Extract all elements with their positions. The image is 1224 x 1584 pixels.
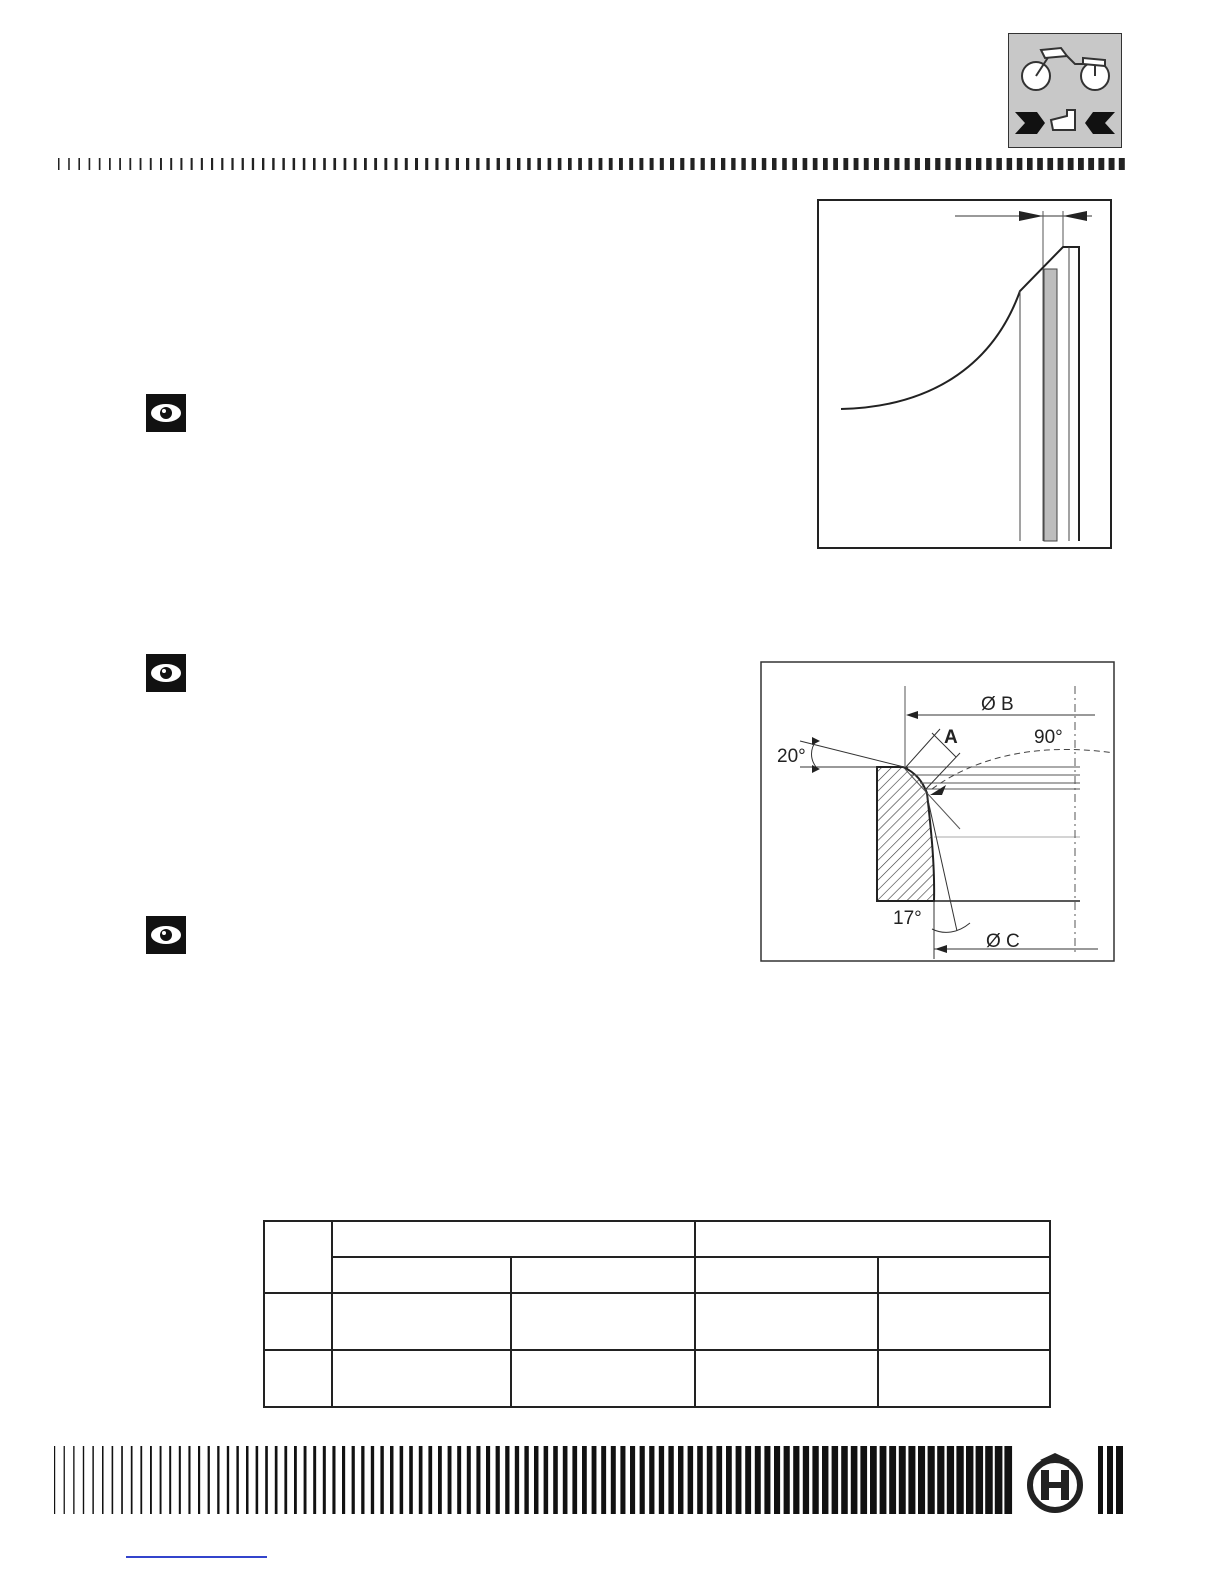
- footer-bar: [486, 1446, 490, 1514]
- rule-tick: [935, 158, 940, 170]
- rule-tick: [140, 158, 142, 170]
- rule-tick: [731, 158, 735, 170]
- footer-bar: [275, 1446, 278, 1514]
- footer-bar: [956, 1446, 963, 1514]
- rule-tick: [854, 158, 859, 170]
- rule-tick: [1109, 158, 1115, 170]
- footer-bar: [294, 1446, 297, 1514]
- rule-tick: [629, 158, 633, 170]
- rule-tick: [1007, 158, 1013, 170]
- rule-tick: [925, 158, 930, 170]
- table-corner-cell: [264, 1221, 332, 1293]
- footer-bar: [649, 1446, 654, 1514]
- top-dashed-rule: [56, 157, 1126, 171]
- rule-tick: [191, 158, 193, 170]
- rule-tick: [956, 158, 961, 170]
- footer-bar: [860, 1446, 867, 1514]
- rule-tick: [578, 158, 582, 170]
- footer-bar: [995, 1446, 1003, 1514]
- rule-tick: [231, 158, 233, 170]
- footer-bar: [803, 1446, 809, 1514]
- rule-tick: [1037, 158, 1043, 170]
- inspect-eye-icon: [146, 394, 186, 432]
- footer-bar: [726, 1446, 732, 1514]
- footer-bar: [515, 1446, 519, 1514]
- rule-tick: [1027, 158, 1033, 170]
- rule-tick: [517, 158, 520, 170]
- rule-tick: [333, 158, 336, 170]
- footer-bar: [784, 1446, 790, 1514]
- footer-bar: [380, 1446, 383, 1514]
- footer-bar: [812, 1446, 818, 1514]
- rule-tick: [384, 158, 387, 170]
- rule-tick: [466, 158, 469, 170]
- inspect-eye-icon: [146, 654, 186, 692]
- rule-tick: [282, 158, 284, 170]
- footer-bar: [918, 1446, 925, 1514]
- footer-bar: [131, 1446, 133, 1514]
- footer-bar: [467, 1446, 471, 1514]
- footer-bar: [419, 1446, 423, 1514]
- footer-bar: [323, 1446, 326, 1514]
- rule-tick: [68, 158, 70, 170]
- footer-bar: [409, 1446, 413, 1514]
- rule-tick: [701, 158, 705, 170]
- footer-bar: [716, 1446, 722, 1514]
- table-cell: [695, 1293, 878, 1350]
- footer-bar: [400, 1446, 404, 1514]
- footer-bar: [352, 1446, 355, 1514]
- angle-17-label: 17°: [893, 908, 922, 929]
- footer-bar: [736, 1446, 742, 1514]
- rule-tick: [752, 158, 756, 170]
- rule-tick: [1017, 158, 1023, 170]
- footer-bar: [505, 1446, 509, 1514]
- rule-tick: [150, 158, 152, 170]
- table-row: [264, 1293, 1050, 1350]
- footer-bar: [640, 1446, 645, 1514]
- angle-90-label: 90°: [1034, 727, 1063, 748]
- footer-bar: [832, 1446, 838, 1514]
- rule-tick: [89, 158, 91, 170]
- rule-tick: [905, 158, 910, 170]
- footer-bar: [1004, 1446, 1012, 1514]
- diameter-b-label: Ø B: [981, 694, 1014, 715]
- rule-tick: [619, 158, 623, 170]
- rule-tick: [568, 158, 572, 170]
- footer-bar: [102, 1446, 104, 1514]
- footer-bar: [592, 1446, 597, 1514]
- rule-tick: [548, 158, 552, 170]
- table-sub-header: [695, 1257, 878, 1293]
- rule-tick: [843, 158, 848, 170]
- table-cell: [511, 1293, 695, 1350]
- rule-tick: [639, 158, 643, 170]
- footer-bar-rule: [54, 1446, 1130, 1516]
- footer-bar: [928, 1446, 935, 1514]
- footer-bar: [774, 1446, 780, 1514]
- footer-bar: [582, 1446, 587, 1514]
- rule-tick: [803, 158, 808, 170]
- footer-bar: [755, 1446, 761, 1514]
- footer-bar: [313, 1446, 316, 1514]
- footer-bar: [390, 1446, 393, 1514]
- footer-bar: [371, 1446, 374, 1514]
- footer-bar: [841, 1446, 848, 1514]
- rule-tick: [507, 158, 510, 170]
- footer-bar: [342, 1446, 345, 1514]
- footer-bar: [985, 1446, 993, 1514]
- rule-tick: [680, 158, 684, 170]
- table-row-label: [264, 1293, 332, 1350]
- footer-bar: [947, 1446, 954, 1514]
- footer-bar: [764, 1446, 770, 1514]
- table-row-label: [264, 1350, 332, 1407]
- footer-bar: [92, 1446, 93, 1514]
- footer-bar: [448, 1446, 452, 1514]
- rule-tick: [1047, 158, 1053, 170]
- footer-bar: [707, 1446, 713, 1514]
- footer-bar: [966, 1446, 973, 1514]
- footer-bar: [688, 1446, 694, 1514]
- rule-tick: [721, 158, 725, 170]
- footer-bar: [64, 1446, 65, 1514]
- footer-bar: [553, 1446, 558, 1514]
- rule-tick: [833, 158, 838, 170]
- footer-bar: [217, 1446, 219, 1514]
- rule-tick: [1058, 158, 1064, 170]
- rule-tick: [711, 158, 715, 170]
- footer-bar: [851, 1446, 858, 1514]
- rule-tick: [221, 158, 223, 170]
- footer-bar: [908, 1446, 915, 1514]
- rule-tick: [884, 158, 889, 170]
- footer-bar: [534, 1446, 538, 1514]
- rule-tick: [415, 158, 418, 170]
- rule-tick: [894, 158, 899, 170]
- footer-bar: [169, 1446, 171, 1514]
- rule-tick: [78, 158, 80, 170]
- rule-tick: [966, 158, 971, 170]
- table-cell: [332, 1293, 511, 1350]
- rule-tick: [1119, 158, 1125, 170]
- rule-tick: [813, 158, 818, 170]
- seat-width-a-label: A: [944, 727, 958, 748]
- rule-tick: [344, 158, 347, 170]
- footer-bar: [889, 1446, 896, 1514]
- rule-tick: [293, 158, 295, 170]
- table-sub-header: [878, 1257, 1050, 1293]
- rule-tick: [486, 158, 489, 170]
- rule-tick: [170, 158, 172, 170]
- footer-bar: [899, 1446, 906, 1514]
- footer-bar: [496, 1446, 500, 1514]
- rule-tick: [945, 158, 950, 170]
- footer-bar: [668, 1446, 673, 1514]
- valve-seat-spec-table: [263, 1220, 1051, 1408]
- rule-tick: [1098, 158, 1104, 170]
- rule-tick: [160, 158, 162, 170]
- footer-link-underline[interactable]: [126, 1556, 267, 1558]
- rule-tick: [180, 158, 182, 170]
- footer-bar: [198, 1446, 200, 1514]
- valve-seat-angles-diagram: [760, 661, 1116, 963]
- diameter-c-label: Ø C: [986, 931, 1020, 952]
- footer-bar: [563, 1446, 568, 1514]
- footer-bar: [678, 1446, 683, 1514]
- footer-bar: [822, 1446, 828, 1514]
- rule-tick: [670, 158, 674, 170]
- rule-tick: [446, 158, 449, 170]
- rule-tick: [986, 158, 991, 170]
- footer-bar: [544, 1446, 549, 1514]
- inspect-eye-icon: [146, 916, 186, 954]
- rule-tick: [129, 158, 131, 170]
- footer-bar: [438, 1446, 442, 1514]
- angle-20-label: 20°: [777, 746, 806, 767]
- rule-tick: [405, 158, 408, 170]
- husqvarna-logo: [1030, 1453, 1080, 1510]
- rule-tick: [252, 158, 254, 170]
- footer-bar: [659, 1446, 664, 1514]
- rule-tick: [323, 158, 326, 170]
- valve-seat-width-diagram: [817, 199, 1113, 550]
- rule-tick: [996, 158, 1001, 170]
- rule-tick: [864, 158, 869, 170]
- footer-bar: [611, 1446, 616, 1514]
- table-cell: [511, 1350, 695, 1407]
- rule-tick: [58, 158, 60, 170]
- footer-bar: [937, 1446, 944, 1514]
- rule-tick: [109, 158, 111, 170]
- footer-bar: [332, 1446, 335, 1514]
- footer-bar: [112, 1446, 114, 1514]
- footer-bar: [304, 1446, 307, 1514]
- footer-bar: [457, 1446, 461, 1514]
- rule-tick: [762, 158, 766, 170]
- rule-tick: [792, 158, 797, 170]
- footer-bar: [140, 1446, 142, 1514]
- rule-tick: [537, 158, 541, 170]
- rule-tick: [772, 158, 777, 170]
- rule-tick: [599, 158, 603, 170]
- rule-tick: [976, 158, 981, 170]
- rule-tick: [650, 158, 654, 170]
- rule-tick: [119, 158, 121, 170]
- footer-bar: [880, 1446, 887, 1514]
- rule-tick: [1068, 158, 1074, 170]
- rule-tick: [476, 158, 479, 170]
- footer-bar: [121, 1446, 123, 1514]
- footer-bar: [428, 1446, 432, 1514]
- table-cell: [695, 1350, 878, 1407]
- rule-tick: [741, 158, 745, 170]
- footer-bar: [208, 1446, 210, 1514]
- footer-bar: [83, 1446, 84, 1514]
- footer-bar: [188, 1446, 190, 1514]
- rule-tick: [99, 158, 101, 170]
- footer-bar: [524, 1446, 528, 1514]
- table-group-header: [332, 1221, 695, 1257]
- footer-bar: [630, 1446, 635, 1514]
- footer-bar: [793, 1446, 799, 1514]
- footer-bar: [697, 1446, 703, 1514]
- rule-tick: [425, 158, 428, 170]
- table-sub-header: [511, 1257, 695, 1293]
- footer-bar: [256, 1446, 259, 1514]
- rule-tick: [660, 158, 664, 170]
- rule-tick: [272, 158, 274, 170]
- footer-bar: [976, 1446, 983, 1514]
- rule-tick: [874, 158, 879, 170]
- table-group-header: [695, 1221, 1050, 1257]
- footer-bar: [572, 1446, 577, 1514]
- rule-tick: [364, 158, 367, 170]
- rule-tick: [1078, 158, 1084, 170]
- rule-tick: [435, 158, 438, 170]
- rule-tick: [262, 158, 264, 170]
- rule-tick: [782, 158, 787, 170]
- footer-bar: [620, 1446, 625, 1514]
- footer-bar: [150, 1446, 152, 1514]
- footer-bar: [284, 1446, 287, 1514]
- rule-tick: [374, 158, 377, 170]
- rule-tick: [1088, 158, 1094, 170]
- rule-tick: [690, 158, 694, 170]
- rule-tick: [354, 158, 357, 170]
- rule-tick: [242, 158, 244, 170]
- footer-bar: [179, 1446, 181, 1514]
- footer-bar: [236, 1446, 238, 1514]
- footer-bar: [870, 1446, 877, 1514]
- table-cell: [878, 1293, 1050, 1350]
- rule-tick: [497, 158, 500, 170]
- footer-bar: [745, 1446, 751, 1514]
- footer-bar: [601, 1446, 606, 1514]
- table-row: [264, 1350, 1050, 1407]
- rule-tick: [211, 158, 213, 170]
- rule-tick: [823, 158, 828, 170]
- rule-tick: [527, 158, 530, 170]
- rule-tick: [558, 158, 562, 170]
- rule-tick: [915, 158, 920, 170]
- footer-bar: [54, 1446, 55, 1514]
- table-cell: [332, 1350, 511, 1407]
- footer-bar: [361, 1446, 364, 1514]
- table-sub-header: [332, 1257, 511, 1293]
- rule-tick: [588, 158, 592, 170]
- footer-bar: [476, 1446, 480, 1514]
- rule-tick: [201, 158, 203, 170]
- rule-tick: [395, 158, 398, 170]
- rule-tick: [303, 158, 306, 170]
- footer-bar: [265, 1446, 268, 1514]
- rule-tick: [609, 158, 613, 170]
- footer-bar: [160, 1446, 162, 1514]
- footer-bar: [73, 1446, 74, 1514]
- section-icon: [1008, 33, 1122, 148]
- table-cell: [878, 1350, 1050, 1407]
- rule-tick: [456, 158, 459, 170]
- rule-tick: [313, 158, 316, 170]
- footer-bar: [246, 1446, 249, 1514]
- footer-bar: [227, 1446, 229, 1514]
